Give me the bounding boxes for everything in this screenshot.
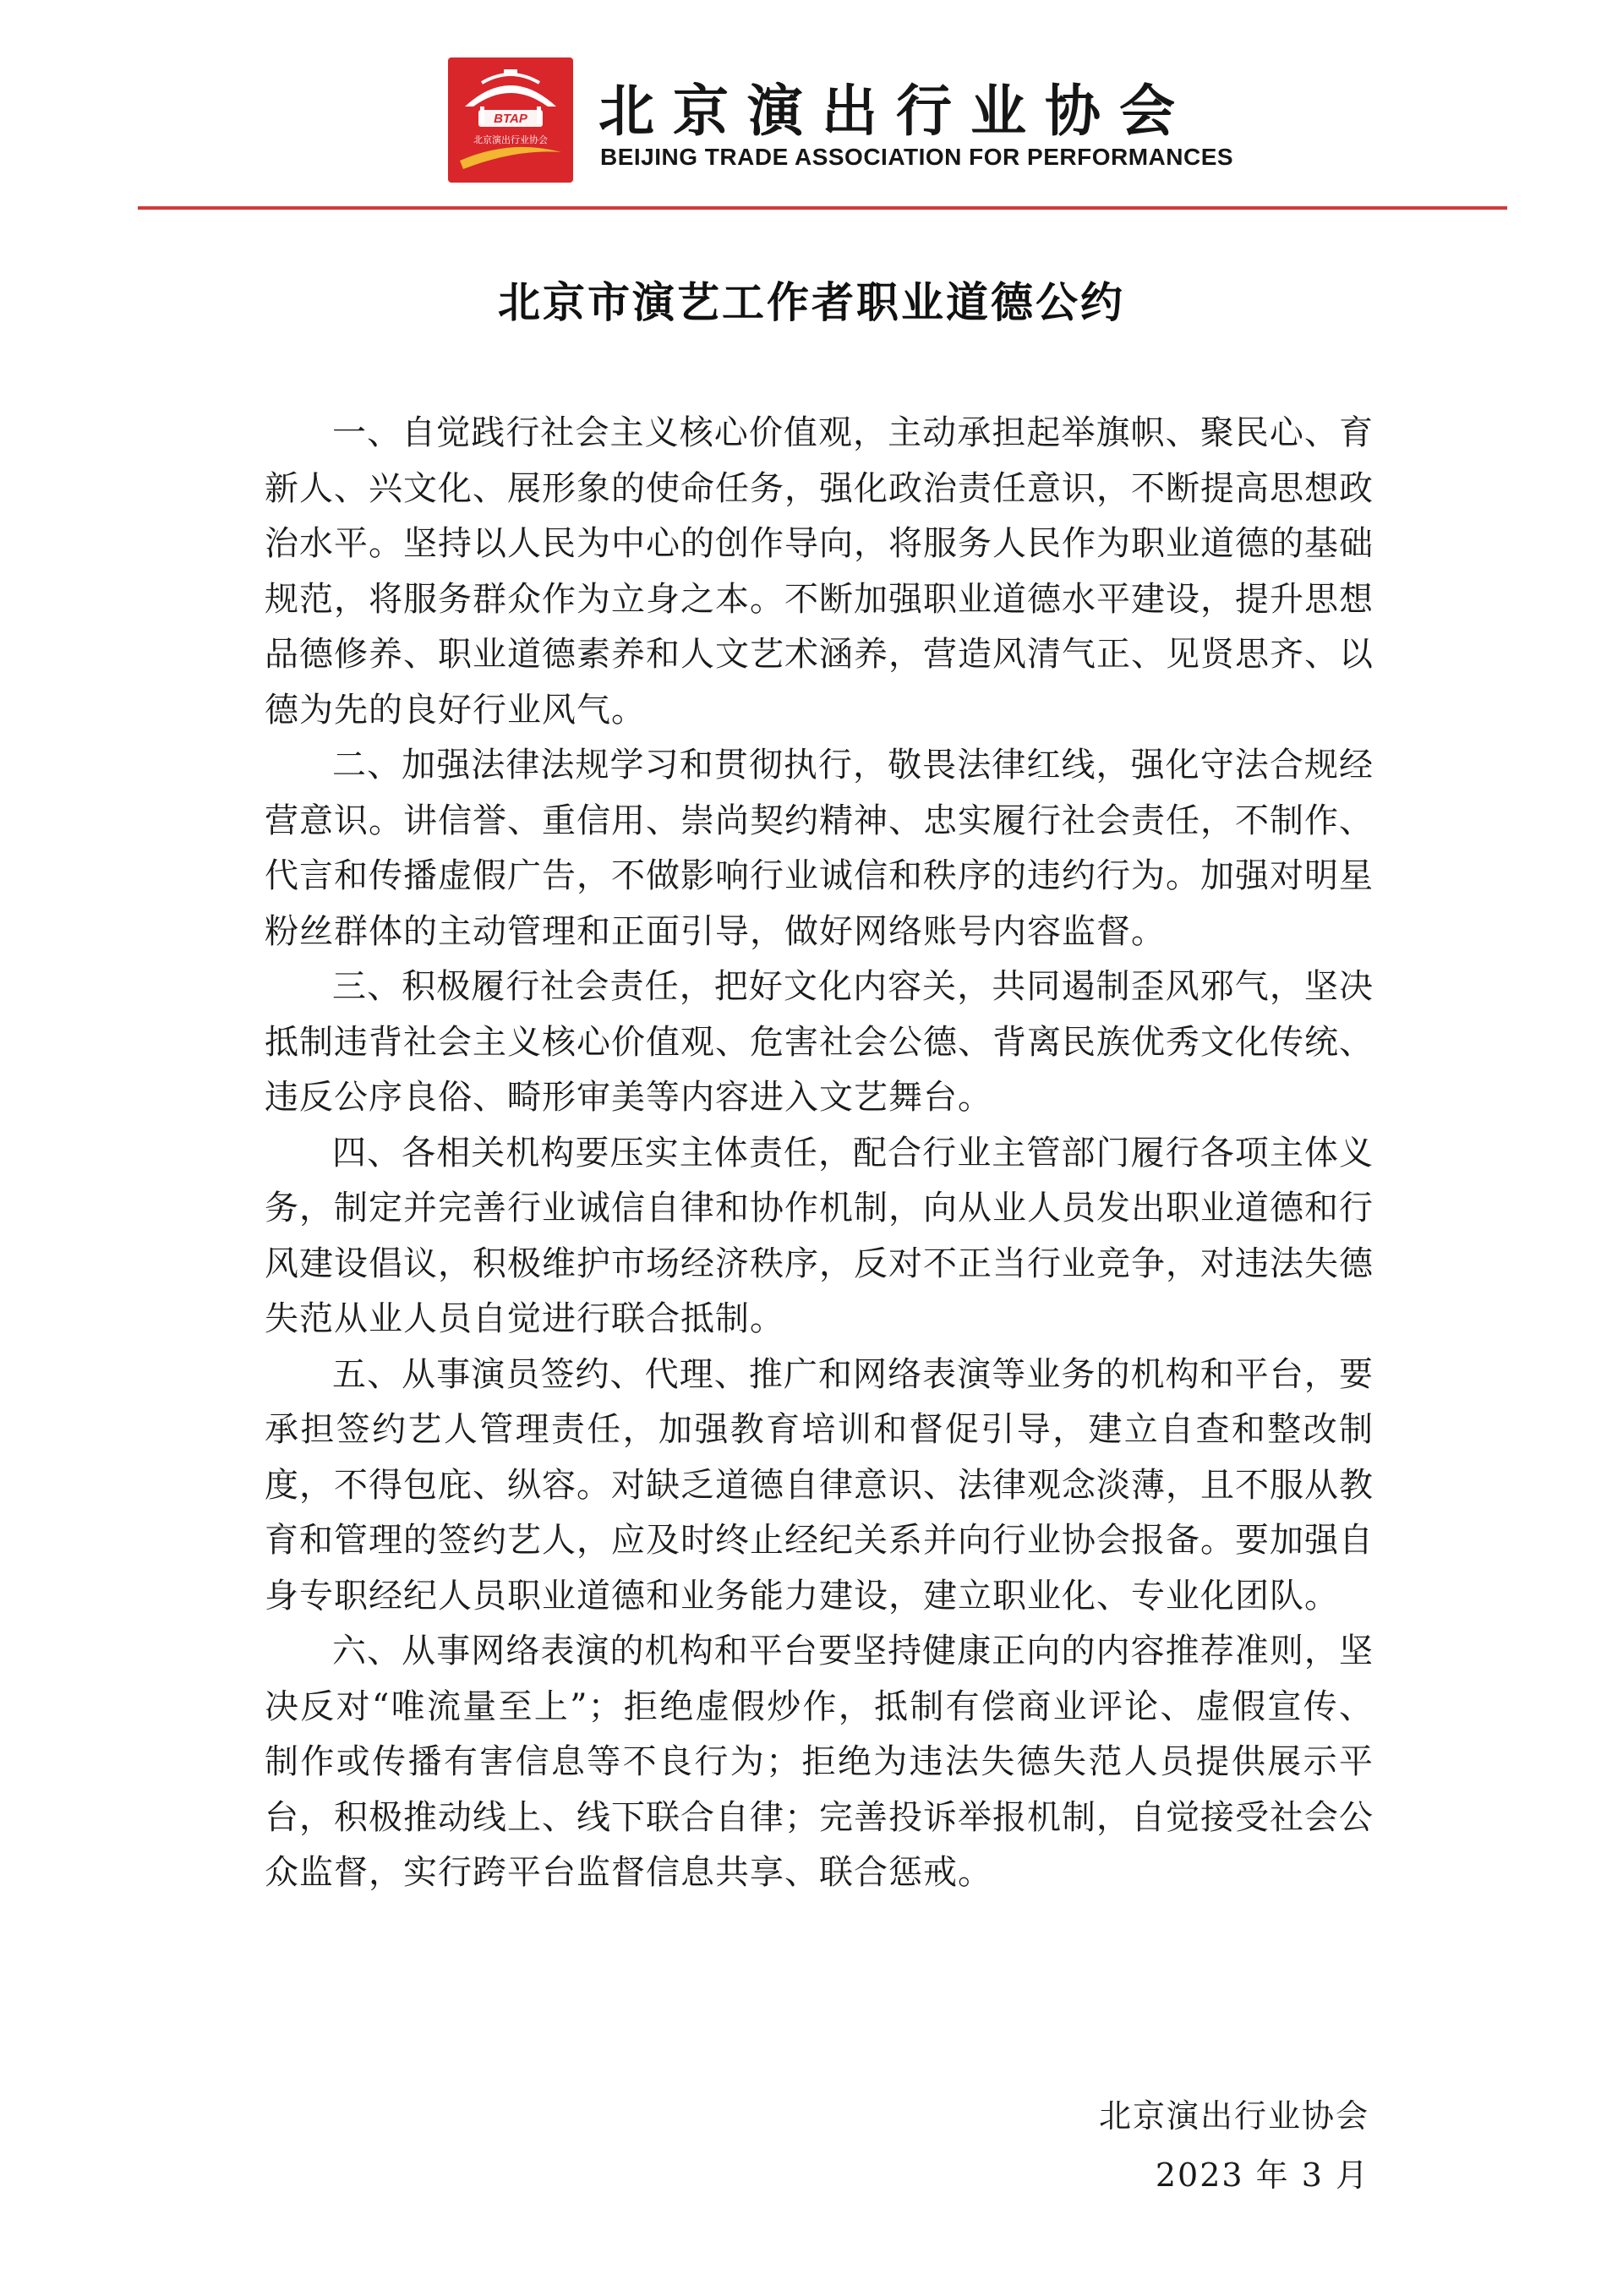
document-body	[265, 406, 1374, 1901]
paragraph-3: 三、积极履行社会责任，把好文化内容关，共同遏制歪风邪气，坚决抵制违背社会主义核心价值观、危害社会公德、背离民族优秀文化传统、违反公序良俗、畸形审美等内容进入文艺舞台。	[265, 967, 1374, 1117]
logo-sub-text: 北京演出行业协会	[473, 134, 548, 145]
paragraph-4: 四、各相关机构要压实主体责任，配合行业主管部门履行各项主体义务，制定并完善行业诚信自律和协作机制，向从业人员发出职业道德和行风建设倡议，积极维护市场经济秩序，反对不正当行业竞争，对违法失德失范从业人员自觉进行联合抵制。	[265, 1133, 1374, 1338]
header-divider	[138, 206, 1507, 210]
document-title: 北京市演艺工作者职业道德公约	[498, 277, 1125, 327]
pavilion-icon	[448, 57, 573, 183]
org-name-cn: 北京演出行业协会	[598, 79, 1194, 144]
org-name-en: BEIJING TRADE ASSOCIATION FOR PERFORMANCES	[600, 144, 1234, 170]
btap-logo	[448, 57, 573, 183]
paragraph-1: 一、自觉践行社会主义核心价值观，主动承担起举旗帜、聚民心、育新人、兴文化、展形象的使命任务，强化政治责任意识，不断提高思想政治水平。坚持以人民为中心的创作导向，将服务人民作为职业道德的基础规范，将服务群众作为立身之本。不断加强职业道德水平建设，提升思想品德修养、职业道德素养和人文艺术涵养，营造风清气正、见贤思齐、以德为先的良好行业风气。	[265, 413, 1374, 730]
signature-date: 2023 年 3 月	[1155, 2157, 1369, 2194]
paragraph-2: 二、加强法律法规学习和贯彻执行，敬畏法律红线，强化守法合规经营意识。讲信誉、重信用、崇尚契约精神、忠实履行社会责任，不制作、代言和传播虚假广告，不做影响行业诚信和秩序的违约行为。加强对明星粉丝群体的主动管理和正面引导，做好网络账号内容监督。	[265, 746, 1374, 951]
paragraph-5: 五、从事演员签约、代理、推广和网络表演等业务的机构和平台，要承担签约艺人管理责任，加强教育培训和督促引导，建立自查和整改制度，不得包庇、纵容。对缺乏道德自律意识、法律观念淡薄，且不服从教育和管理的签约艺人，应及时终止经纪关系并向行业协会报备。要加强自身专职经纪人员职业道德和业务能力建设，建立职业化、专业化团队。	[265, 1354, 1374, 1615]
signature-org: 北京演出行业协会	[1098, 2097, 1369, 2135]
logo-badge-text: BTAP	[494, 112, 527, 126]
letterhead	[448, 57, 1234, 184]
paragraph-6: 六、从事网络表演的机构和平台要坚持健康正向的内容推荐准则，坚决反对“唯流量至上”；拒绝虚假炒作，抵制有偿商业评论、虚假宣传、制作或传播有害信息等不良行为；拒绝为违法失德失范人员提供展示平台，积极推动线上、线下联合自律；完善投诉举报机制，自觉接受社会公众监督，实行跨平台监督信息共享、联合惩戒。	[265, 1632, 1374, 1892]
signature-block	[1099, 2086, 1369, 2205]
